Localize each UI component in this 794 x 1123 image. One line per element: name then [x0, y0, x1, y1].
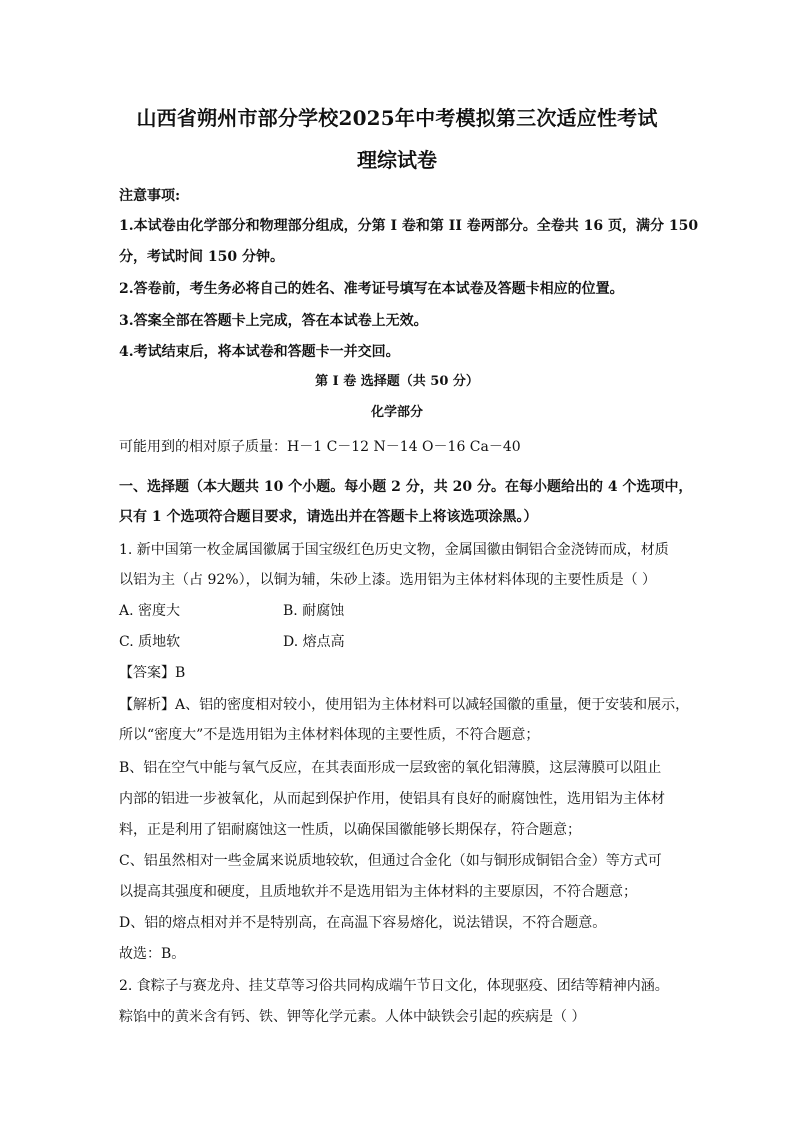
q1-analysis-line-3: B、铝在空气中能与氧气反应，在其表面形成一层致密的氧化铝薄膜，这层薄膜可以阻止 [119, 760, 662, 776]
notice-item-1: 1.本试卷由化学部分和物理部分组成，分第 I 卷和第 II 卷两部分。全卷共 16 页，满分 150 [119, 218, 699, 234]
subject-heading: 化学部分 [370, 405, 423, 420]
notice-item-4: 4.考试结束后，将本试卷和答题卡一并交回。 [119, 344, 400, 360]
q1-answer: 【答案】B [119, 665, 186, 681]
part-title: 第 I 卷 选择题（共 50 分） [315, 374, 479, 389]
q1-analysis-line-4: 内部的铝进一步被氧化，从而起到保护作用，使铝具有良好的耐腐蚀性，选用铝为主体材 [119, 791, 665, 807]
exam-title: 山西省朔州市部分学校2025年中考模拟第三次适应性考试 [136, 106, 658, 130]
notice-item-2: 2.答卷前，考生务必将自己的姓名、准考证号填写在本试卷及答题卡相应的位置。 [119, 281, 624, 297]
q1-analysis-line-8: D、铝的熔点相对并不是特别高，在高温下容易熔化，说法错误，不符合题意。 [119, 915, 607, 931]
q2-stem-line-2: 粽馅中的黄米含有钙、铁、钾等化学元素。人体中缺铁会引起的疾病是（ ） [119, 1009, 586, 1025]
section-instructions-2: 只有 1 个选项符合题目要求，请选出并在答题卡上将该选项涂黑。） [119, 509, 538, 525]
q1-option-d: D. 熔点高 [283, 634, 345, 650]
q1-option-c: C. 质地软 [119, 634, 181, 650]
notice-item-1-cont: 分，考试时间 150 分钟。 [119, 249, 284, 265]
section-instructions-1: 一、选择题（本大题共 10 个小题。每小题 2 分，共 20 分。在每小题给出的 4 个选项中， [119, 479, 693, 495]
exam-subtitle: 理综试卷 [357, 148, 437, 172]
q2-stem-line-1: 2. 食粽子与赛龙舟、挂艾草等习俗共同构成端午节日文化，体现驱疫、团结等精神内涵。 [119, 978, 669, 994]
q1-stem-line-2: 以铝为主（占 92%），以铜为辅，朱砂上漆。选用铝为主体材料体现的主要性质是（ ） [119, 572, 657, 588]
q1-analysis-line-7: 以提高其强度和硬度，且质地软并不是选用铝为主体材料的主要原因，不符合题意； [119, 884, 637, 900]
q1-analysis-line-2: 所以“密度大”不是选用铝为主体材料体现的主要性质，不符合题意； [119, 727, 540, 743]
notice-heading: 注意事项: [119, 188, 181, 204]
q1-option-b: B. 耐腐蚀 [283, 603, 345, 619]
atomic-mass-line: 可能用到的相对原子质量：H－1 C－12 N－14 O－16 Ca－40 [119, 439, 521, 455]
q1-stem-line-1: 1. 新中国第一枚金属国徽属于国宝级红色历史文物，金属国徽由铜铝合金浇铸而成，材质 [119, 542, 669, 558]
q1-analysis-line-6: C、铝虽然相对一些金属来说质地较软，但通过合金化（如与铜形成铜铝合金）等方式可 [119, 853, 662, 869]
q1-conclusion: 故选：B。 [119, 946, 186, 962]
q1-analysis-line-5: 料，正是利用了铝耐腐蚀这一性质，以确保国徽能够长期保存，符合题意； [119, 822, 581, 838]
notice-item-3: 3.答案全部在答题卡上完成，答在本试卷上无效。 [119, 313, 428, 329]
q1-option-a: A. 密度大 [119, 603, 181, 619]
q1-analysis-line-1: 【解析】A、铝的密度相对较小，使用铝为主体材料可以减轻国徽的重量，便于安装和展示， [119, 697, 690, 713]
